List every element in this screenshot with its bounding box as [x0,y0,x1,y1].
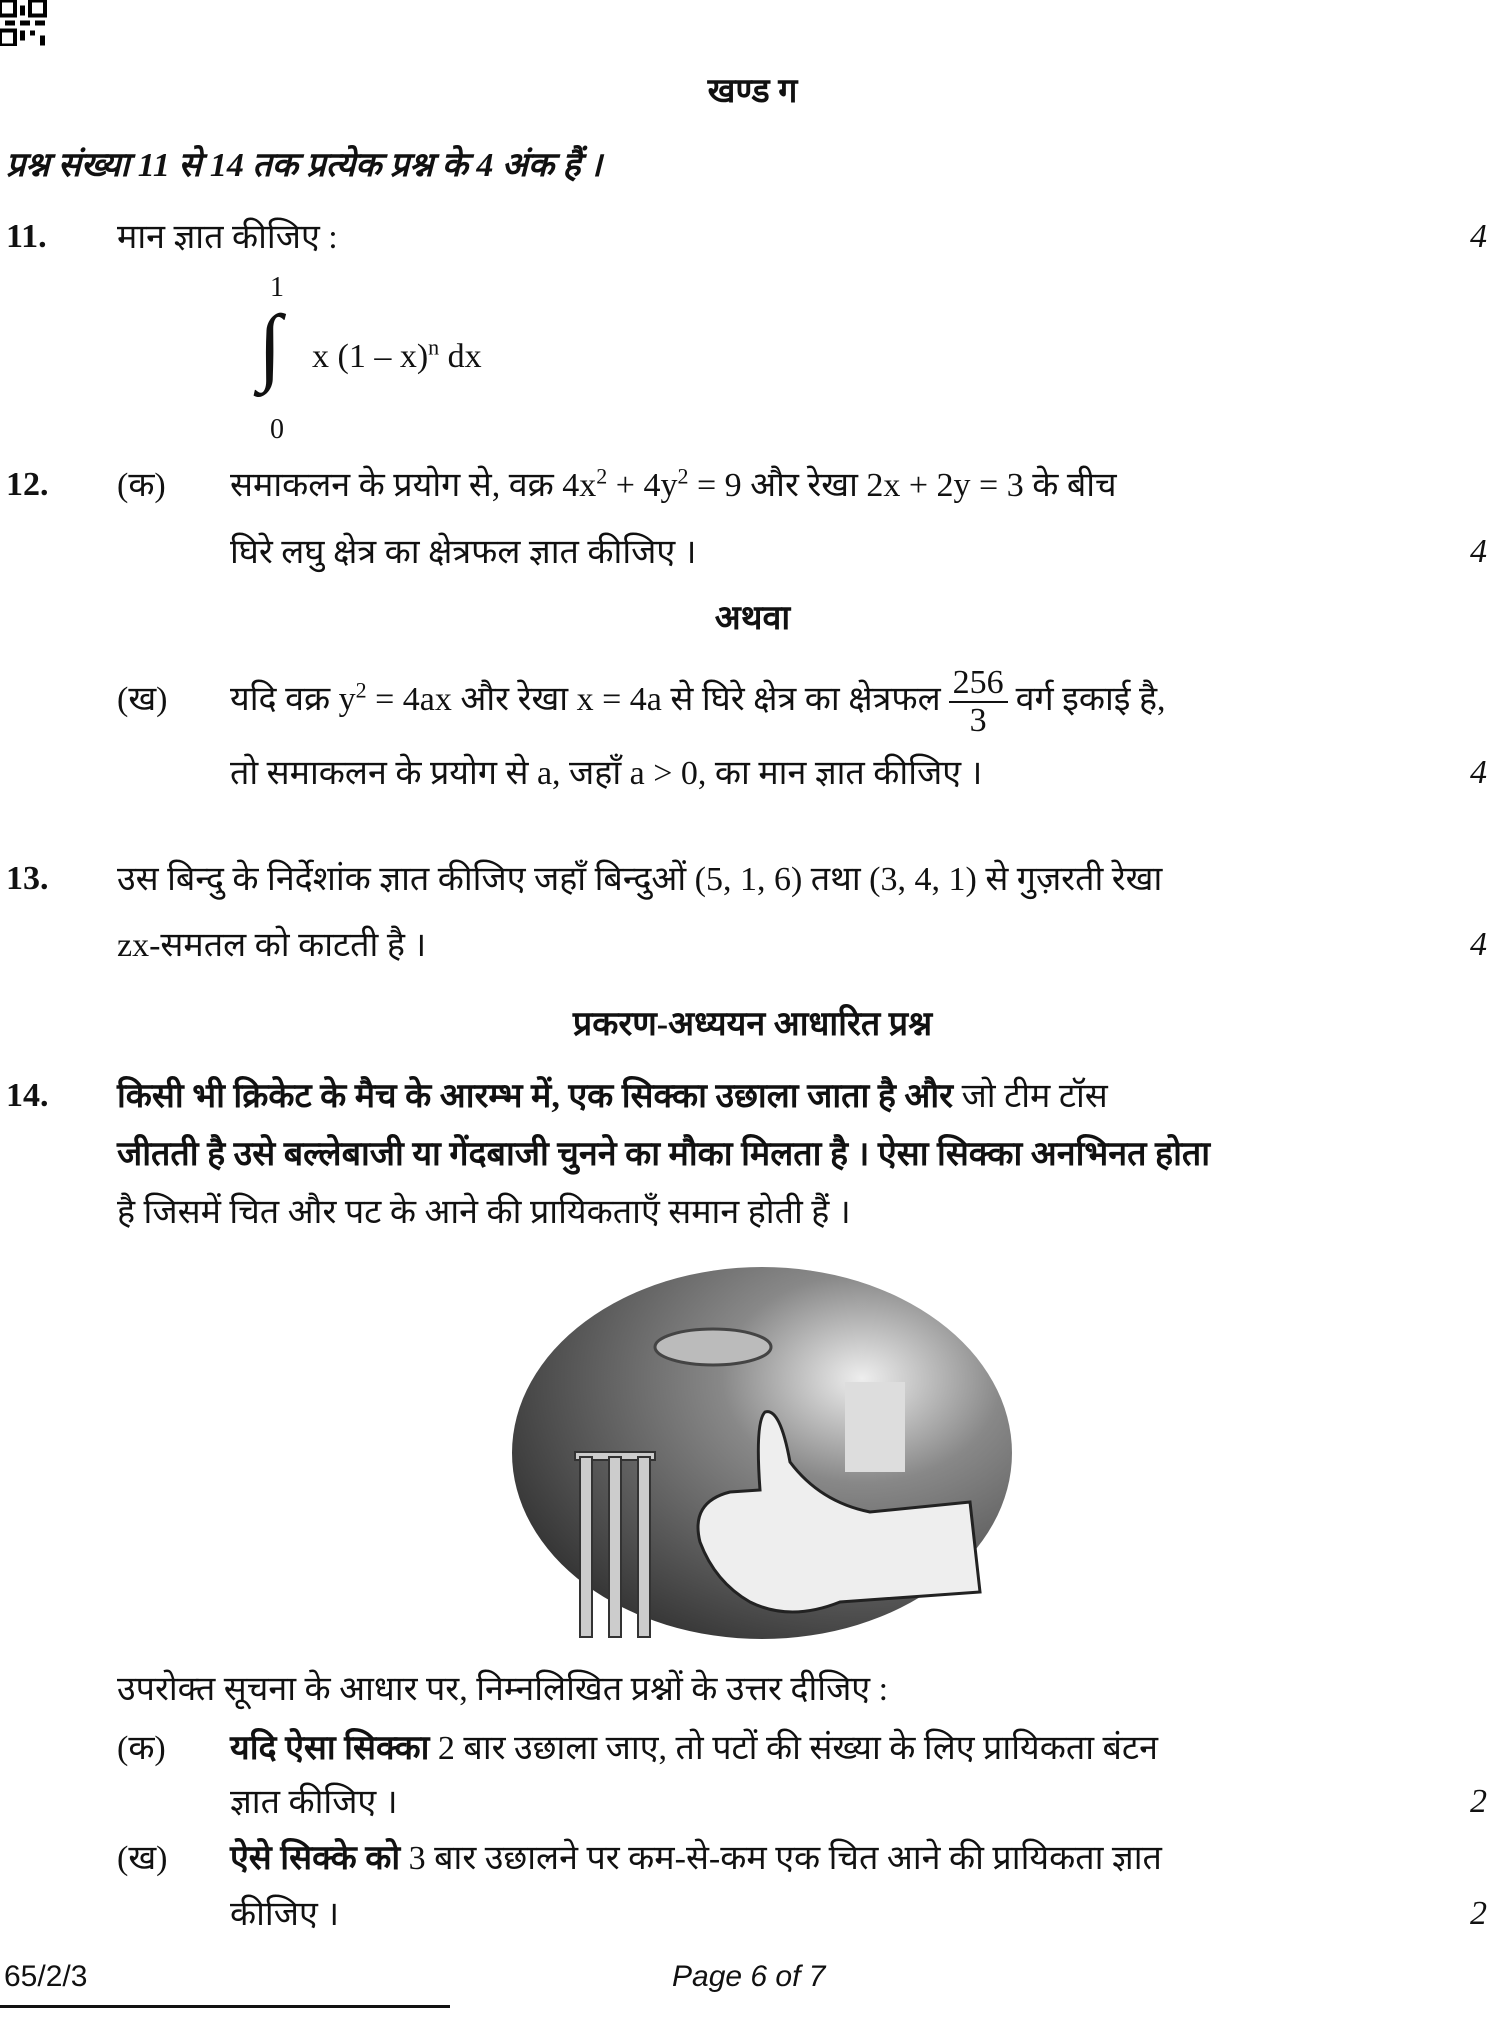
q14-line1 [117,1077,1108,1117]
q14b-label: (ख) [117,1840,168,1877]
integrand-base: x (1 – x) [312,338,429,375]
q14a-label: (क) [117,1730,166,1767]
coin-icon [655,1329,771,1365]
q12b-sup: 2 [355,677,367,703]
q14a-bold: यदि ऐसा सिक्का [230,1730,430,1767]
q12b-line2: तो समाकलन के प्रयोग से a, जहाँ a > 0, का मान ज्ञात कीजिए । [230,755,983,792]
integrand [312,334,482,377]
q12b-line1 [230,660,1166,740]
q14-line3: है जिसमें चित और पट के आने की प्रायिकताएँ समान होती हैं । [117,1194,851,1231]
case-study-title: प्रकरण-अध्ययन आधारित प्रश्न [572,1006,933,1043]
instruction: प्रश्न संख्या 11 से 14 तक प्रत्येक प्रश्न के 4 अंक हैं । [6,147,602,184]
integrand-exponent: n [428,334,440,360]
q14a-line2: ज्ञात कीजिए । [230,1784,398,1821]
q14-prompt: उपरोक्त सूचना के आधार पर, निम्नलिखित प्रश्नों के उत्तर दीजिए : [117,1671,889,1708]
q12b-text-c: वर्ग इकाई है, [1015,681,1166,718]
floodlight-icon [845,1382,905,1472]
q14-line1-rest: जो टीम टॉस [953,1078,1108,1115]
q14a-rest: 2 बार उछाला जाए, तो पटों की संख्या के लिए प्रायिकता बंटन [429,1730,1158,1767]
q12a-text-c: = 9 और रेखा 2x + 2y = 3 के बीच [688,467,1117,504]
q12-number: 12. [6,466,49,503]
integral-sign: ∫ [258,297,282,393]
q14-line1-bold: किसी भी क्रिकेट के मैच के आरम्भ में, एक सिक्का उछाला जाता है और [117,1078,954,1115]
q14b-line2: कीजिए । [230,1896,340,1933]
q12a-line2: घिरे लघु क्षेत्र का क्षेत्रफल ज्ञात कीजिए । [230,534,697,571]
qr-code [0,0,50,46]
q12b-text-a: यदि वक्र y [230,681,356,718]
q12b-text-b: = 4ax और रेखा x = 4a से घिरे क्षेत्र का क्षेत्रफल [366,681,941,718]
q12a-label: (क) [117,467,166,504]
q14b-rest: 3 बार उछालने पर कम-से-कम एक चित आने की प्रायिकता ज्ञात [400,1840,1162,1877]
q12a-text-a: समाकलन के प्रयोग से, वक्र 4x [230,467,597,504]
q13-line1: उस बिन्दु के निर्देशांक ज्ञात कीजिए जहाँ बिन्दुओं (5, 1, 6) तथा (3, 4, 1) से गुज़रती रेखा [117,861,1163,898]
q13-line2: zx-समतल को काटती है । [117,927,427,964]
q14-number: 14. [6,1077,49,1114]
paper-code: 65/2/3 [4,1960,88,1993]
stumps-icon [575,1452,655,1637]
q11-number: 11. [6,218,47,255]
integrand-dx: dx [439,338,482,375]
page-number: Page 6 of 7 [672,1960,826,1993]
q12a-text-b: + 4y [607,467,678,504]
q12a-sup1: 2 [596,463,608,489]
or-separator: अथवा [714,600,791,637]
q14b-line1 [230,1839,1162,1879]
fraction-denominator: 3 [969,702,987,740]
fraction-numerator: 256 [949,665,1008,703]
q13-number: 13. [6,860,49,897]
fraction [949,665,1008,739]
integral-upper-limit: 1 [270,272,284,303]
q12b-marks: 4 [1470,754,1487,791]
q11-marks: 4 [1470,218,1487,255]
q12b-label: (ख) [117,681,168,718]
section-title: खण्ड ग [707,73,798,110]
footer-rule [0,2005,450,2008]
q13-marks: 4 [1470,926,1487,963]
coin-toss-illustration [500,1262,1025,1644]
q14b-marks: 2 [1470,1895,1487,1932]
q14a-marks: 2 [1470,1783,1487,1820]
q12a-marks: 4 [1470,533,1487,570]
q12a-line1 [230,463,1420,506]
q11-text: मान ज्ञात कीजिए : [117,219,338,256]
integral-lower-limit: 0 [270,414,284,445]
q14a-line1 [230,1729,1158,1769]
q14-line2: जीतती है उसे बल्लेबाजी या गेंदबाजी चुनने का मौका मिलता है । ऐसा सिक्का अनभिनत होता [117,1136,1211,1173]
q14b-bold: ऐसे सिक्के को [230,1840,401,1877]
q12a-sup2: 2 [677,463,689,489]
